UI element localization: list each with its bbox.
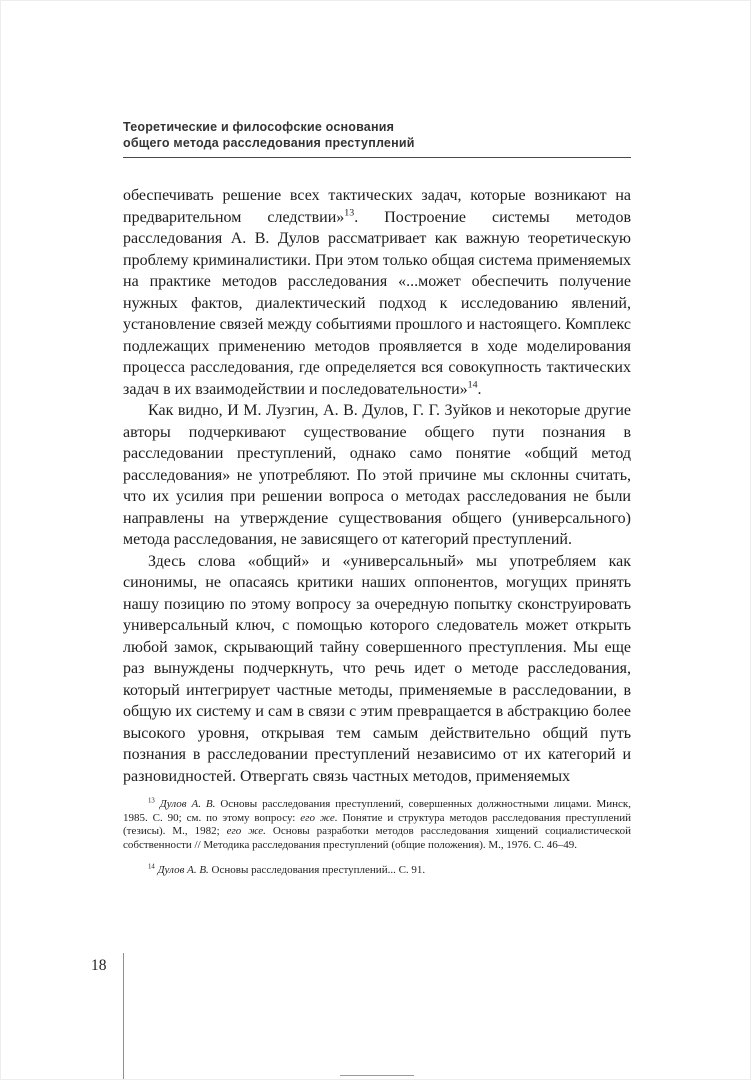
paragraph: Как видно, И М. Лузгин, А. В. Дулов, Г. Г. Зуйков и некоторые другие авторы подчеркивают существование общего пути познания в расследовании преступлений, однако само понятие «общий метод расследования» не употребляют. По этой причине мы склонны считать, что их усилия при решении вопроса о методах расследования не были направлены на утверждение существования общего (универсального) метода расследования, не зависящего от категорий преступлений. xyxy=(123,402,631,548)
running-head-line1: Теоретические и философские основания xyxy=(123,120,395,134)
page-number: 18 xyxy=(91,957,107,974)
running-head-divider xyxy=(123,157,631,158)
bottom-edge-mark xyxy=(340,1075,414,1076)
footnote: $^{14}$ Дулов А. В. Основы расследования преступлений... С. 91. xyxy=(148,863,426,876)
footnote: $^{13}$ Дулов А. В. Основы расследования преступлений, совершенных должностными лицами. Минск, 1985. С. 90; см. по этому вопросу: его же. Понятие и структура методов расследования преступлений (тезисы). М., 1982; его же. Основы разработки методов расследования хищений социалистической собственности // Методика расследования преступлений (общие положения). М., 1976. С. 46–49. xyxy=(123,797,631,852)
page-content xyxy=(123,119,631,878)
running-head xyxy=(123,119,631,151)
running-head-line2: общего метода расследования преступлений xyxy=(123,136,415,150)
paragraph: Здесь слова «общий» и «универсальный» мы употребляем как синонимы, не опасаясь критики наших оппонентов, могущих принять нашу позицию по этому вопросу за очередную попытку сконструировать универсальный ключ, с помощью которого следователь может открыть любой замок, скрывающий тайну совершенного преступления. Мы еще раз вынуждены подчеркнуть, что речь идет о методе расследования, который интегрирует частные методы, применяемые в расследовании, в общую их систему и сам в связи с этим превращается в абстракцию более высокого уровня, открывая тем самым действительно общий путь познания в расследовании преступлений независимо от их категорий и разновидностей. Отвергать связь частных методов, применяемых xyxy=(123,552,631,785)
paragraph: обеспечивать решение всех тактических задач, которые возникают на предварительном следствии»$^{13}$. Построение системы методов расследования А. В. Дулов рассматривает как важную теоретическую проблему криминалистики. При этом только общая система применяемых на практике методов расследования «...может обеспечить получение нужных фактов, диалектический подход к исследованию явлений, установление связей между событиями прошлого и настоящего. Комплекс подлежащих применению методов проявляется в ходе моделирования процесса расследования, где определяется вся совокупность тактических задач в их взаимодействии и последовательности»$^{14}$. xyxy=(123,187,632,398)
footnotes-section xyxy=(123,798,631,878)
footer-vertical-rule xyxy=(123,953,124,1079)
body-text xyxy=(123,185,631,787)
